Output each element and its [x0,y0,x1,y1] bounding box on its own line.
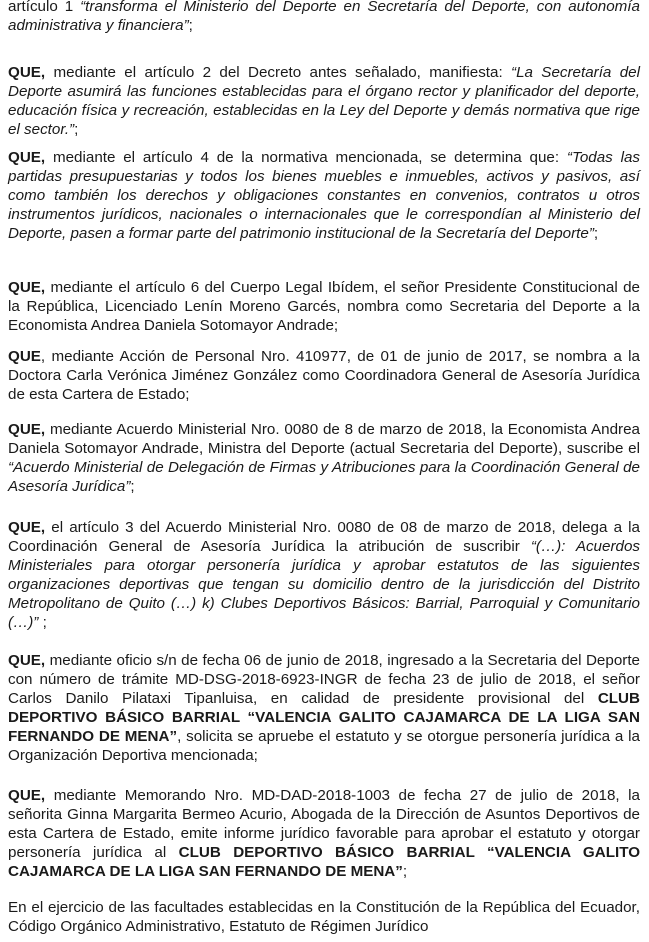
paragraph-que-articulo-3 [8,518,640,632]
text-segment: mediante el artículo 4 de la normativa mencionada, se determina que: [45,149,567,166]
paragraph-que-articulo-2 [8,63,640,139]
paragraph-que-memorando [8,786,640,881]
text-segment: ; [402,863,408,880]
text-segment: ; [74,121,79,138]
text-segment: ; [38,614,47,631]
paragraph-articulo-1 [8,0,640,35]
text-segment: ; [188,17,193,34]
paragraph-que-articulo-6 [8,278,640,335]
paragraph-que-oficio [8,651,640,765]
club-name: CLUB DEPORTIVO BÁSICO BARRIAL “VALENCIA GALITO CAJAMARCA DE LA LIGA SAN FERNANDO DE MENA” [8,690,640,745]
que-label: QUE [8,348,41,365]
text-segment: artículo 1 [8,0,81,15]
text-segment: ; [130,478,135,495]
text-segment: , solicita se apruebe el estatuto y se otorgue personería jurídica a la Organización Deportiva mencionada; [8,728,640,764]
que-label: QUE, [8,652,46,669]
paragraph-que-accion-personal [8,347,640,404]
paragraph-que-acuerdo-ministerial [8,420,640,496]
que-label: QUE, [8,64,46,81]
paragraph-que-articulo-4 [8,148,640,243]
que-label: QUE, [8,421,46,438]
que-label: QUE, [8,279,46,296]
que-label: QUE, [8,519,46,536]
text-segment: ; [593,225,599,242]
quoted-text: “La Secretaría del Deporte asumirá las funciones establecidas para el órgano rector y planificador del deporte, educación física y recreación, establecidas en la Ley del Deporte y demás normativa que rige el sector.” [8,64,640,138]
que-label: QUE, [8,149,46,166]
quoted-text: “Todas las partidas presupuestarias y todos los bienes muebles e inmuebles, activos y pasivos, así como también los derechos y obligaciones constantes en convenios, contratos u otros instrumentos jurídicos, nacionales o internacionales que le correspondían al Ministerio del Deporte, pasen a formar parte del patrimonio institucional de la Secretaría del Deporte” [8,149,640,242]
text-segment: mediante oficio s/n de fecha 06 de junio de 2018, ingresado a la Secretaria del Deporte con número de trámite MD-DSG-2018-6923-INGR de fecha 23 de julio de 2018, el señor Carlos Danilo Pilataxi Tipanluisa, en calidad de presidente provisional del [8,652,640,707]
paragraph-ejercicio-facultades [8,898,640,936]
club-name: CLUB DEPORTIVO BÁSICO BARRIAL “VALENCIA GALITO CAJAMARCA DE LA LIGA SAN FERNANDO DE MENA” [8,844,641,880]
que-label: QUE, [8,787,46,804]
text-segment: mediante Acuerdo Ministerial Nro. 0080 de 8 de marzo de 2018, la Economista Andrea Daniela Sotomayor Andrade, Ministra del Deporte (actual Secretaria del Deporte), suscribe el [8,421,640,457]
quoted-text: “transforma el Ministerio del Deporte en Secretaría del Deporte, con autonomía administrativa y financiera” [8,0,640,34]
text-segment: mediante el artículo 2 del Decreto antes señalado, manifiesta: [45,64,512,81]
quoted-text: “(…): Acuerdos Ministeriales para otorgar personería jurídica y aprobar estatutos de las siguientes organizaciones deportivas que tengan su domicilio dentro de la jurisdicción del Distrito Metropolitano de Quito (…) k) Clubes Deportivos Básicos: Barrial, Parroquial y Comunitario (…)” [8,538,640,631]
text-segment: , mediante Acción de Personal Nro. 410977, de 01 de junio de 2017, se nombra a la Doctora Carla Verónica Jiménez González como Coordinadora General de Asesoría Jurídica de esta Cartera de Estado; [8,348,640,403]
text-segment: el artículo 3 del Acuerdo Ministerial Nro. 0080 de 08 de marzo de 2018, delega a la Coordinación General de Asesoría Jurídica la atribución de suscribir [8,519,640,555]
text-segment: mediante el artículo 6 del Cuerpo Legal Ibídem, el señor Presidente Constitucional de la República, Licenciado Lenín Moreno Garcés, nombra como Secretaria del Deporte a la Economista Andrea Daniela Sotomayor Andrade; [8,279,640,334]
text-segment: En el ejercicio de las facultades establecidas en la Constitución de la República del Ecuador, Código Orgánico Administrativo, Estatuto de Régimen Jurídico [8,899,640,935]
quoted-text: “Acuerdo Ministerial de Delegación de Firmas y Atribuciones para la Coordinación General de Asesoría Jurídica” [8,459,640,495]
text-segment: mediante Memorando Nro. MD-DAD-2018-1003 de fecha 27 de julio de 2018, la señorita Ginna Margarita Bermeo Acurio, Abogada de la Dirección de Asuntos Deportivos de esta Cartera de Estado, emite informe jurídico favorable para aprobar el estatuto y otorgar personería jurídica al [8,787,640,861]
